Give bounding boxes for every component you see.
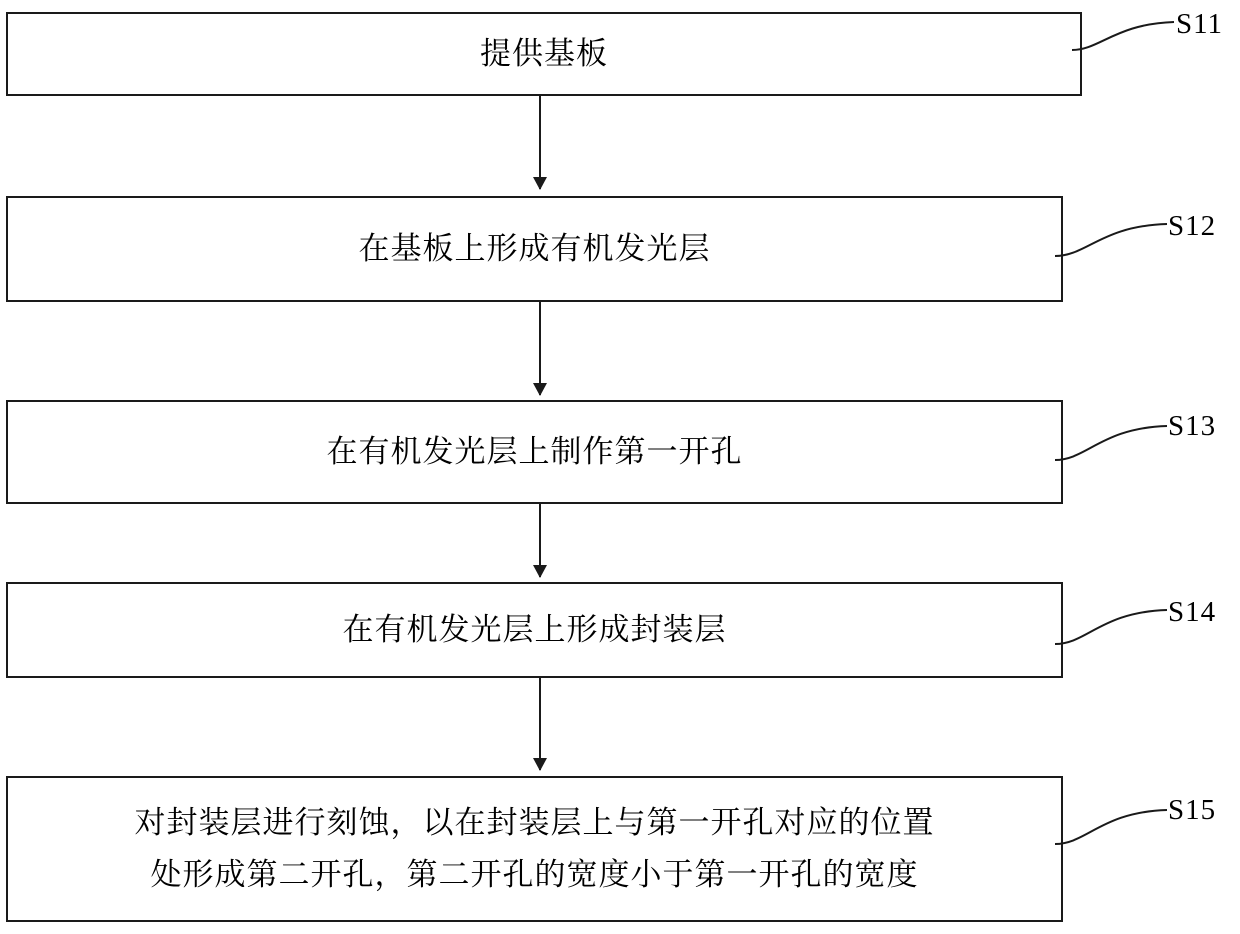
flow-step-s14-label: 在有机发光层上形成封装层	[342, 612, 727, 647]
leader-line-s15	[1053, 796, 1173, 846]
leader-line-s14	[1053, 598, 1173, 646]
flow-step-s14	[6, 582, 1063, 678]
flow-step-s15	[6, 776, 1063, 922]
flow-step-s11-tag: S11	[1176, 8, 1224, 40]
flow-step-s12-label: 在基板上形成有机发光层	[358, 231, 711, 266]
flow-step-s11-label: 提供基板	[480, 36, 608, 71]
flow-step-s15-tag: S15	[1168, 794, 1217, 826]
flow-step-s11	[6, 12, 1082, 96]
leader-line-s12	[1053, 212, 1173, 258]
flow-step-s15-label: 对封装层进行刻蚀，以在封装层上与第一开孔对应的位置 处形成第二开孔，第二开孔的宽度小于第一开孔的宽度	[134, 805, 935, 892]
flow-step-s13-tag: S13	[1168, 410, 1217, 442]
flow-step-s13-label: 在有机发光层上制作第一开孔	[326, 434, 743, 469]
flow-arrow-4	[539, 678, 541, 770]
flow-arrow-2	[539, 302, 541, 395]
flow-arrow-3	[539, 504, 541, 577]
flow-arrow-1	[539, 96, 541, 189]
flow-step-s12	[6, 196, 1063, 302]
flow-step-s13	[6, 400, 1063, 504]
flow-step-s12-tag: S12	[1168, 210, 1217, 242]
leader-line-s11	[1070, 12, 1180, 52]
leader-line-s13	[1053, 412, 1173, 462]
flow-step-s14-tag: S14	[1168, 596, 1217, 628]
